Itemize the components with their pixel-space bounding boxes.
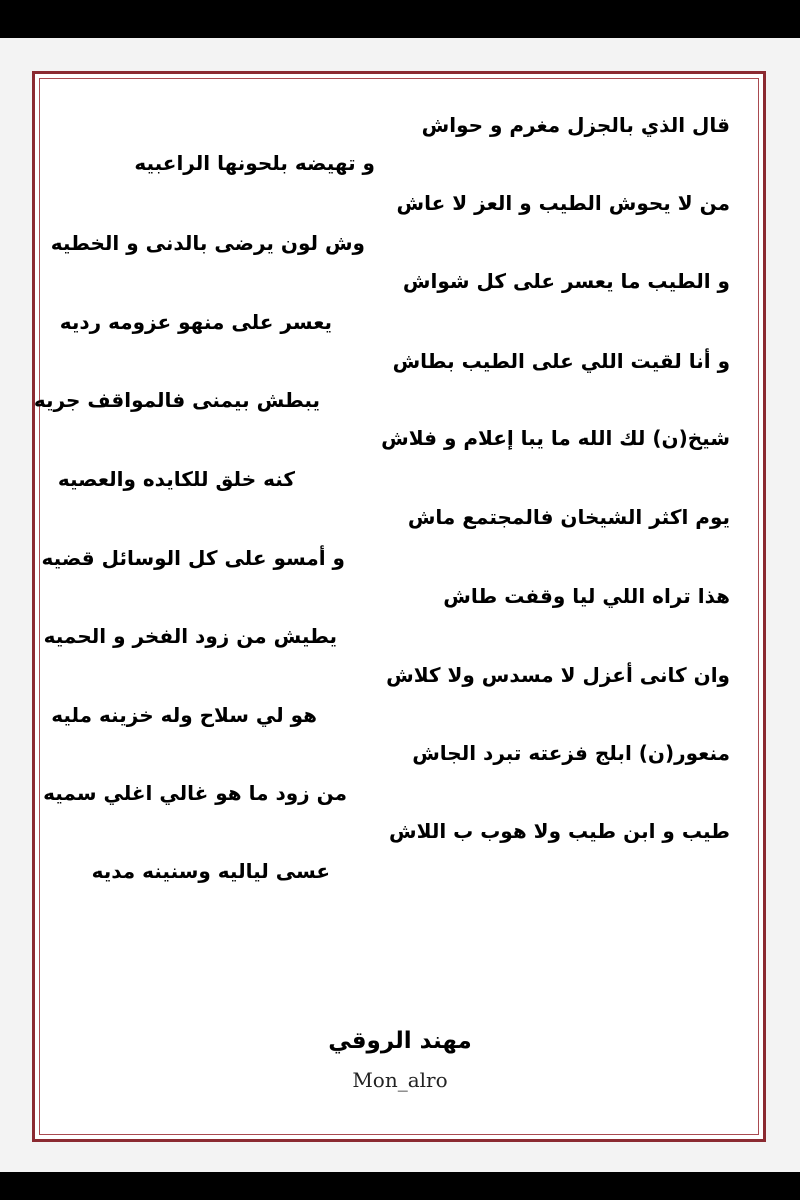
bottom-black-bar — [0, 1172, 800, 1200]
verse-right-8: وان كانى أعزل لا مسدس ولا كلاش — [386, 663, 730, 687]
verse-right-1: قال الذي بالجزل مغرم و حواش — [421, 113, 730, 137]
verse-right-2: من لا يحوش الطيب و العز لا عاش — [396, 191, 730, 215]
verse-right-6: يوم اكثر الشيخان فالمجتمع ماش — [407, 505, 730, 529]
verse-left-4: يبطش بيمنى فالمواقف جريه — [33, 388, 320, 412]
verse-right-5: شيخ(ن) لك الله ما يبا إعلام و فلاش — [381, 426, 730, 450]
author-handle: Mon_alro — [352, 1068, 448, 1092]
verse-left-10: عسى لياليه وسنينه مديه — [91, 859, 330, 883]
verse-right-10: طيب و ابن طيب ولا هوب ب اللاش — [389, 819, 730, 843]
verse-right-3: و الطيب ما يعسر على كل شواش — [402, 269, 730, 293]
verse-left-2: وش لون يرضى بالدنى و الخطيه — [50, 231, 365, 255]
verse-left-6: و أمسو على كل الوسائل قضيه — [41, 546, 345, 570]
verse-left-7: يطيش من زود الفخر و الحميه — [43, 624, 337, 648]
verse-right-7: هذا تراه اللي ليا وقفت طاش — [443, 584, 730, 608]
verse-left-5: كنه خلق للكايده والعصيه — [57, 467, 295, 491]
top-black-bar — [0, 0, 800, 38]
verse-left-1: و تهيضه بلحونها الراعبيه — [134, 151, 375, 175]
verse-left-8: هو لي سلاح وله خزينه مليه — [51, 703, 317, 727]
author-name: مهند الروقي — [328, 1028, 472, 1054]
verse-right-9: منعور(ن) ابلج فزعته تبرد الجاش — [412, 741, 730, 765]
verse-left-9: من زود ما هو غالي اغلي سميه — [43, 781, 347, 805]
verse-right-4: و أنا لقيت اللي على الطيب بطاش — [392, 349, 730, 373]
verse-left-3: يعسر على منهو عزومه رديه — [59, 310, 332, 334]
